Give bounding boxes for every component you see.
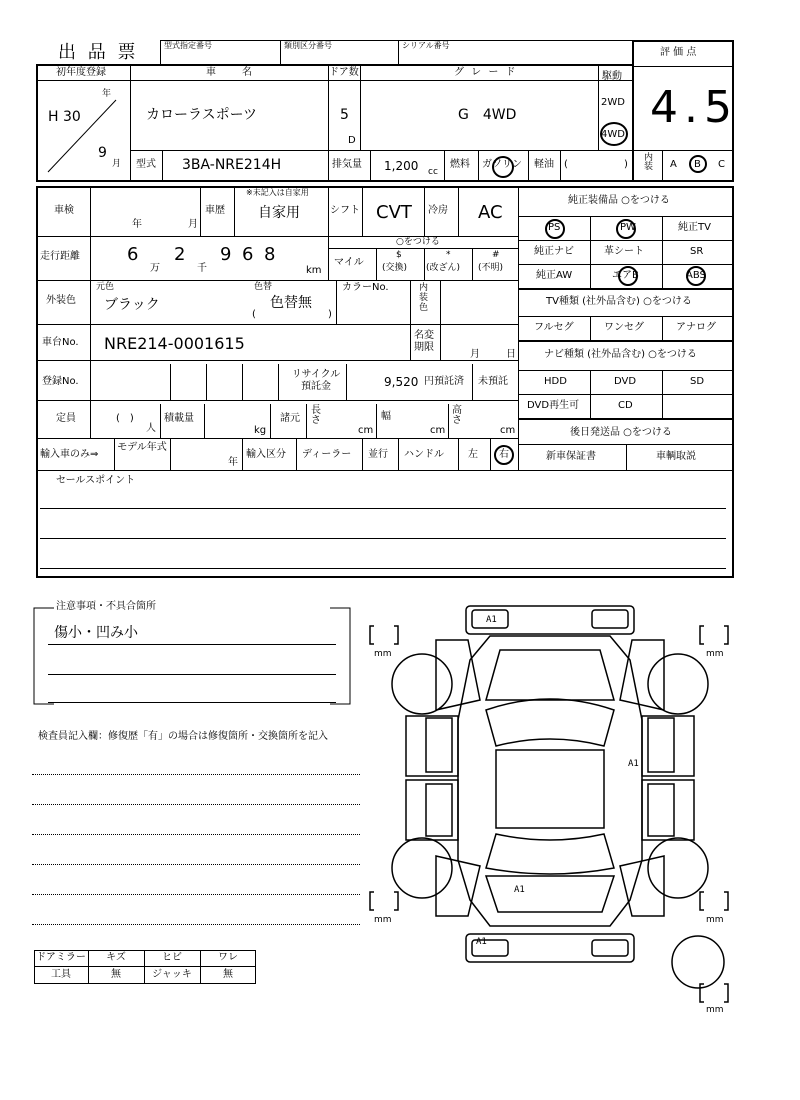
- equip-rule: [518, 316, 734, 317]
- col-divider: [242, 438, 243, 470]
- col-divider: [346, 364, 347, 400]
- notes-title: 注意事項・不具合箇所: [56, 601, 156, 612]
- col-divider: [114, 438, 115, 470]
- length-label: 長さ: [311, 405, 321, 426]
- equip-rule: [518, 288, 734, 290]
- exchange-label: (交換): [382, 263, 408, 273]
- inspector-line: [32, 834, 360, 835]
- import-class-label: 輸入区分: [246, 449, 286, 460]
- unknown-label: (不明): [478, 263, 504, 273]
- col-divider: [440, 324, 441, 360]
- row-rule: [36, 280, 518, 281]
- length-cm: cm: [358, 425, 374, 436]
- basic-model-rule: [130, 150, 632, 151]
- exchange-sym: $: [396, 250, 402, 260]
- row-rule: [36, 236, 518, 237]
- col-divider: [328, 186, 329, 280]
- equip-abs-circle: [686, 266, 706, 286]
- tv-fullseg: フルセグ: [534, 322, 574, 333]
- history-label: 車歴: [205, 205, 225, 216]
- inspector-line: [32, 924, 360, 925]
- registration-label: 登録No.: [42, 376, 79, 387]
- equip-divider: [662, 370, 663, 418]
- displacement-value: 1,200: [384, 159, 419, 173]
- equip-navi: 純正ナビ: [534, 246, 574, 257]
- row-rule: [36, 470, 734, 471]
- model-value: 3BA-NRE214H: [182, 157, 282, 173]
- expiry-month-unit: 月: [470, 349, 480, 360]
- col-divider: [270, 404, 271, 438]
- door-label: ドア数: [329, 67, 359, 78]
- repaint-value: 色替無: [270, 295, 312, 311]
- interior-b: B: [694, 159, 701, 170]
- ac-value: AC: [478, 202, 503, 223]
- tv-oneseg: ワンセグ: [604, 322, 644, 333]
- serial-label: シリアル番号: [402, 41, 450, 50]
- col-divider: [424, 186, 425, 236]
- import-year-unit: 年: [228, 457, 238, 468]
- inspector-line: [32, 774, 360, 775]
- header-divider: [398, 40, 399, 64]
- month-value: 9: [98, 145, 107, 161]
- capacity-label: 定員: [56, 413, 76, 424]
- tv-label: TV種類 (社外品含む) ○をつける: [546, 296, 692, 307]
- sales-line: [40, 508, 726, 509]
- later-warranty: 新車保証書: [546, 451, 596, 462]
- basic-divider: [130, 64, 131, 182]
- damage-mark: A1: [476, 937, 487, 947]
- equip-divider: [590, 370, 591, 418]
- left-handle: 左: [468, 449, 478, 460]
- col-divider: [458, 186, 459, 236]
- navi-dvd: DVD: [614, 376, 637, 387]
- grade-value: G 4WD: [458, 107, 517, 123]
- acc-r1c1: ドアミラー: [36, 952, 86, 963]
- equip-rule: [518, 216, 734, 217]
- interior-a: A: [670, 159, 677, 170]
- col-divider: [410, 280, 411, 360]
- width-cm: cm: [430, 425, 446, 436]
- equip-tv: 純正TV: [678, 222, 711, 233]
- month-unit: 月: [112, 159, 122, 169]
- equip-leather: 革シート: [604, 246, 644, 257]
- basic-divider: [162, 150, 163, 182]
- recycle-suffix: 円預託済: [424, 376, 464, 387]
- col-divider: [336, 280, 337, 324]
- capacity-value: ( ): [116, 413, 134, 424]
- drive-4wd-circle: [600, 122, 628, 146]
- col-divider: [234, 186, 235, 236]
- recycle-value: 9,520: [384, 375, 419, 389]
- score-label: 評 価 点: [660, 47, 697, 58]
- equip-abs: ABS: [686, 270, 706, 281]
- type-approval-label: 型式指定番号: [164, 41, 212, 50]
- basic-divider: [528, 150, 529, 182]
- header-top-rule: [160, 40, 632, 41]
- era-year: H 30: [48, 109, 81, 125]
- displacement-unit: cc: [428, 167, 438, 177]
- note-private: ※未記入は自家用: [246, 188, 309, 197]
- grade-label: グ レ ー ド: [454, 67, 518, 78]
- equip-rule: [518, 264, 734, 265]
- basic-divider: [444, 150, 445, 182]
- navi-sd: SD: [690, 376, 705, 387]
- mm-unit: mm: [706, 915, 724, 925]
- mileage-digit-5: 8: [264, 244, 276, 265]
- col-divider: [440, 280, 441, 324]
- acc-r2c2: 無: [111, 969, 121, 980]
- mileage-digit-1: 6: [127, 244, 139, 265]
- acc-r1c4: ワレ: [218, 952, 238, 963]
- col-divider: [448, 404, 449, 438]
- col-divider: [206, 364, 207, 400]
- mileage-digit-2: 2: [174, 244, 186, 265]
- equip-rule: [518, 370, 734, 371]
- km-unit: km: [306, 265, 322, 276]
- drive-label: 駆動: [602, 71, 622, 82]
- shaken-label: 車検: [54, 205, 74, 216]
- genuine-label: 純正装備品 ○をつける: [568, 195, 670, 206]
- col-divider: [204, 404, 205, 438]
- recycle-label: リサイクル預託金: [291, 369, 341, 392]
- col-divider: [458, 438, 459, 470]
- interior-divider: [662, 150, 663, 182]
- tamper-sym: *: [446, 250, 451, 260]
- right-handle-circle: [494, 445, 514, 465]
- notes-line: [48, 644, 336, 645]
- fuel-gasoline: ガソリン: [482, 159, 522, 170]
- original-label: 元色: [96, 282, 115, 292]
- main-split: [518, 186, 519, 470]
- fuel-light-oil: 軽油: [534, 159, 554, 170]
- dealer: ディーラー: [302, 449, 352, 460]
- equip-rule: [518, 394, 734, 395]
- fuel-paren-close: ): [624, 159, 628, 170]
- col-divider: [242, 364, 243, 400]
- repaint-paren-close: ): [328, 309, 332, 320]
- class-label: 類別区分番号: [284, 41, 332, 50]
- repaint-label: 色替: [254, 282, 273, 292]
- interior-c: C: [718, 159, 725, 170]
- fuel-label: 燃料: [450, 159, 470, 170]
- person-unit: 人: [146, 423, 156, 434]
- col-divider: [362, 186, 363, 236]
- unknown-sym: #: [492, 250, 500, 260]
- model-year-label: モデル年式: [117, 442, 167, 453]
- navi-dvd-play: DVD再生可: [527, 400, 580, 411]
- year-unit: 年: [102, 89, 112, 99]
- basic-divider: [478, 150, 479, 182]
- equip-rule: [518, 240, 734, 241]
- equip-airbag-circle: [618, 266, 638, 286]
- mm-unit: mm: [374, 915, 392, 925]
- col-divider: [362, 438, 363, 470]
- notes-line: [48, 702, 336, 703]
- acc-r2c3: ジャッキ: [152, 969, 192, 980]
- equip-sr: SR: [690, 246, 704, 257]
- col-divider: [306, 404, 307, 438]
- fuel-gasoline-circle: [492, 156, 514, 178]
- tamper-label: (改ざん): [426, 263, 461, 273]
- shift-label: シフト: [330, 205, 360, 216]
- equip-ps-circle: [545, 219, 565, 239]
- inspector-label: 検査員記入欄：修復歴「有」の場合は修復箇所・交換箇所を記入: [38, 731, 328, 742]
- col-divider: [490, 438, 491, 470]
- import-label: 輸入車のみ⇒: [40, 449, 99, 460]
- check-note: ○をつける: [396, 237, 440, 247]
- interior-rule: [632, 150, 734, 151]
- row-rule: [36, 324, 518, 325]
- mm-unit: mm: [374, 649, 392, 659]
- equip-divider: [590, 316, 591, 340]
- exterior-label: 外装色: [46, 295, 76, 306]
- row-rule: [36, 400, 518, 401]
- header-divider: [280, 40, 281, 64]
- col-divider: [296, 438, 297, 470]
- equip-aw: 純正AW: [536, 270, 573, 281]
- car-name-value: カローラスポーツ: [146, 107, 258, 123]
- basic-divider: [560, 150, 561, 182]
- width-label: 幅: [381, 411, 391, 422]
- height-cm: cm: [500, 425, 516, 436]
- equip-divider: [662, 216, 663, 288]
- basic-divider: [598, 64, 599, 150]
- mm-unit: mm: [706, 649, 724, 659]
- original-value: ブラック: [104, 297, 160, 313]
- mileage-digit-4: 6: [242, 244, 254, 265]
- col-divider: [170, 438, 171, 470]
- acc-r1c2: キズ: [106, 952, 126, 963]
- equip-pw-circle: [616, 219, 636, 239]
- mileage-digit-3: 9: [220, 244, 232, 265]
- col-divider: [160, 404, 161, 438]
- damage-mark: A1: [486, 615, 497, 625]
- man-unit: 万: [150, 263, 160, 274]
- equip-ps: PS: [548, 222, 561, 233]
- basic-head-rule: [36, 80, 632, 81]
- drive-2wd: 2WD: [601, 97, 625, 108]
- notes-bracket: [30, 600, 354, 710]
- dimensions-label: 諸元: [280, 413, 300, 424]
- sales-line: [40, 538, 726, 539]
- damage-mark: A1: [514, 885, 525, 895]
- row-rule: [36, 360, 518, 361]
- col-divider: [376, 248, 377, 280]
- repaint-paren-open: (: [252, 309, 256, 320]
- mile-rule: [328, 248, 518, 249]
- inspector-line: [32, 804, 360, 805]
- col-divider: [376, 404, 377, 438]
- ac-label: 冷房: [428, 205, 448, 216]
- score-rule: [632, 66, 734, 67]
- basic-divider: [370, 150, 371, 182]
- not-deposited: 未預託: [478, 376, 508, 387]
- height-label: 高さ: [452, 405, 462, 426]
- car-diagram: [360, 600, 760, 1020]
- equip-rule: [518, 418, 734, 420]
- first-reg-label: 初年度登録: [56, 67, 106, 78]
- col-divider: [472, 364, 473, 400]
- col-divider: [170, 364, 171, 400]
- shaken-month-unit: 月: [188, 219, 198, 230]
- accessory-rule: [34, 966, 256, 967]
- car-name-label: 車 名: [206, 67, 254, 78]
- col-divider: [278, 364, 279, 400]
- date-slash: [48, 100, 118, 176]
- notes-line1: 傷小・凹み小: [54, 625, 138, 641]
- page-title: 出 品 票: [58, 42, 139, 63]
- right-handle: 右: [499, 449, 509, 460]
- damage-mark: A1: [628, 759, 639, 769]
- tv-analog: アナログ: [676, 322, 716, 333]
- col-divider: [472, 248, 473, 280]
- chassis-value: NRE214-0001615: [104, 334, 245, 353]
- basic-divider: [328, 150, 329, 182]
- col-divider: [200, 186, 201, 236]
- navi-cd: CD: [618, 400, 633, 411]
- later-manual: 車輌取説: [656, 451, 696, 462]
- door-value: 5: [340, 107, 349, 123]
- inspector-line: [32, 864, 360, 865]
- history-value: 自家用: [258, 205, 300, 221]
- shaken-year-unit: 年: [132, 219, 142, 230]
- model-label: 型式: [136, 159, 156, 170]
- title-expiry-label: 名変期限: [414, 330, 434, 353]
- door-suffix: D: [348, 135, 356, 146]
- notes-line: [48, 674, 336, 675]
- equip-divider: [590, 216, 591, 288]
- score-value: 4.5: [650, 82, 738, 133]
- equip-rule: [518, 340, 734, 342]
- mm-unit: mm: [706, 1005, 724, 1015]
- header-divider: [160, 40, 161, 64]
- drive-4wd: 4WD: [601, 129, 625, 140]
- equip-divider: [662, 316, 663, 340]
- color-no-label: カラーNo.: [342, 282, 389, 293]
- navi-label: ナビ種類 (社外品含む) ○をつける: [544, 349, 697, 360]
- handle-label: ハンドル: [404, 449, 444, 460]
- sales-point-label: セールスポイント: [56, 475, 136, 486]
- row-rule: [36, 438, 518, 439]
- displacement-label: 排気量: [332, 159, 362, 170]
- fuel-paren-open: (: [564, 159, 568, 170]
- shift-value: CVT: [376, 202, 412, 223]
- navi-hdd: HDD: [544, 376, 567, 387]
- chassis-label: 車台No.: [42, 337, 79, 348]
- interior-b-circle: [689, 155, 707, 173]
- acc-r2c4: 無: [223, 969, 233, 980]
- interior-label: 内装: [644, 153, 654, 172]
- interior-color-label: 内装色: [419, 283, 429, 313]
- equip-pw: PW: [620, 222, 636, 233]
- sen-unit: 千: [197, 263, 207, 274]
- mileage-label: 走行距離: [40, 251, 80, 262]
- mile-label: マイル: [334, 257, 364, 268]
- equip-airbag: エアB: [612, 270, 639, 281]
- expiry-day-unit: 日: [506, 349, 516, 360]
- sales-line: [40, 568, 726, 569]
- later-label: 後日発送品 ○をつける: [570, 427, 672, 438]
- parallel: 並行: [368, 449, 388, 460]
- load-kg-unit: kg: [254, 425, 267, 436]
- col-divider: [424, 248, 425, 280]
- equip-divider: [626, 444, 627, 470]
- col-divider: [398, 438, 399, 470]
- acc-r1c3: ヒビ: [162, 952, 182, 963]
- basic-divider: [360, 64, 361, 150]
- acc-r2c1: 工具: [51, 969, 71, 980]
- inspector-line: [32, 894, 360, 895]
- load-label: 積載量: [164, 413, 194, 424]
